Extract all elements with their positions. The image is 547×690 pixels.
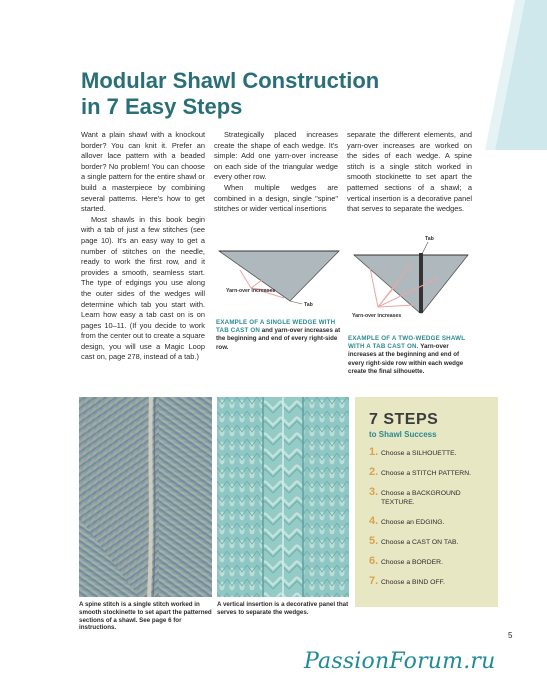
step-number: 4.: [369, 515, 379, 527]
caption-rest: Yarn-over increases at the beginning and end of every right-side row within each wedge create the final silhouette.: [348, 343, 464, 375]
photo-caption-2: A vertical insertion is a decorative panel that serves to separate the wedges.: [217, 601, 349, 616]
step-number: 7.: [369, 575, 379, 587]
step-number: 5.: [369, 535, 379, 547]
list-item: [369, 557, 494, 567]
list-item: [369, 537, 494, 547]
right-wedge: [422, 255, 468, 313]
diagram-label-tab: Tab: [425, 236, 434, 242]
list-item: [369, 448, 494, 458]
page-title: [81, 68, 441, 120]
caption-lead: EXAMPLE OF A TWO-WEDGE SHAWL WITH A TAB CAST ON.: [348, 335, 466, 351]
diagram-caption-1: [216, 319, 342, 352]
step-text: Choose a BIND OFF.: [381, 579, 445, 586]
step-number: 6.: [369, 555, 379, 567]
corner-decoration: [455, 0, 547, 150]
step-text: Choose a CAST ON TAB.: [381, 539, 459, 546]
diagram-label-yarn-over: Yarn-over increases: [226, 288, 276, 294]
step-text: Choose an EDGING.: [381, 519, 445, 526]
list-item: [369, 577, 494, 587]
body-column-2: [214, 130, 338, 215]
step-text: Choose a BORDER.: [381, 559, 443, 566]
left-wedge: [354, 255, 420, 313]
diagram-label-yarn-over: Yarn-over increases: [352, 313, 402, 319]
body-column-3: [347, 130, 472, 215]
title-line-1: Modular Shawl Construction: [81, 68, 380, 93]
paragraph: When multiple wedges are combined in a design, single "spine" stitches or wider vertical insertions: [214, 182, 338, 214]
photo-caption-1: A spine stitch is a single stitch worked in smooth stockinette to set apart the patterned sections of a shawl. See page 6 for instructions.: [79, 601, 212, 632]
step-text: Choose a STITCH PATTERN.: [381, 470, 472, 477]
spine-stitch-photo: [79, 397, 212, 597]
single-wedge-diagram: [216, 248, 342, 310]
watermark: PassionForum.ru: [304, 649, 496, 674]
step-text: Choose a SILHOUETTE.: [381, 450, 457, 457]
steps-sidebar: [355, 397, 498, 607]
paragraph: Most shawls in this book begin with a tab of just a few stitches (see page 10). It's an easy way to get a number of stitches on the needle, ready to work the first row, and it provides a smooth, seamless start. The type of edgings you use along the outer sides of the wedges will determine which tab you start with. Learn how easy a tab cast on is on pages 10–11. (If you decide to work from the center out to create a square design, you will use a Magic Loop cast on, page 278, instead of a tab.): [81, 214, 205, 362]
diagram-caption-2: [348, 335, 476, 376]
two-wedge-diagram: [348, 233, 472, 328]
spine: [419, 253, 423, 313]
page-number: 5: [508, 631, 513, 640]
title-line-2: in 7 Easy Steps: [81, 94, 243, 119]
step-number: 3.: [369, 486, 379, 498]
steps-list: [369, 448, 494, 597]
list-item: [369, 468, 494, 478]
step-number: 1.: [369, 446, 379, 458]
paragraph: separate the different elements, and yarn-over increases are worked on the sides of each wedge. A spine stitch is a single stitch worked in smooth stockinette to set apart the patterned sections of a shawl; a vertical insertion is a decorative panel that serves to separate the wedges.: [347, 130, 472, 214]
body-column-1: [81, 130, 205, 363]
paragraph: Want a plain shawl with a knockout border? You can knit it. Prefer an allover lace pattern with a beaded border? No problem! You can choose a single pattern for the entire shawl or build a masterpiece by combining several patterns. Here's how to get started.: [81, 130, 205, 214]
steps-subheading: to Shawl Success: [369, 430, 437, 439]
steps-heading: 7 STEPS: [369, 411, 439, 428]
step-number: 2.: [369, 466, 379, 478]
list-item: [369, 488, 494, 507]
caption-rest: and yarn-over increases at the beginning and end of every right-side row.: [216, 327, 341, 351]
list-item: [369, 517, 494, 527]
caption-lead: EXAMPLE OF A SINGLE WEDGE WITH TAB CAST ON: [216, 319, 336, 335]
vertical-insertion-photo: [217, 397, 349, 597]
step-text: Choose a BACKGROUND TEXTURE.: [381, 490, 461, 506]
paragraph: Strategically placed increases create the shape of each wedge. It's simple: Add one yarn-over increase on each side of the triangular wedge every other row.: [214, 130, 338, 182]
diagram-label-tab: Tab: [304, 302, 313, 308]
